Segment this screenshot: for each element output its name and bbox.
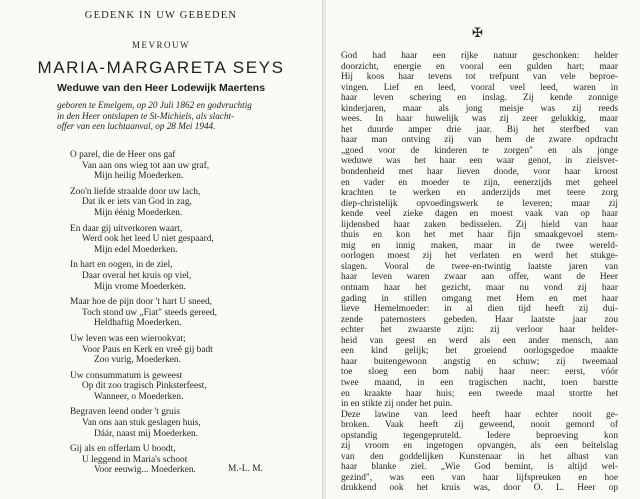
prose-line: kinderjaren, maar als jong meisje was zij reeds — [341, 103, 618, 114]
prose-line: haar leven schering en inslag. Zij kende zonnige — [341, 93, 618, 104]
prose-line: „goed voor de kinderen te zorgen" en als jonge — [341, 145, 618, 156]
poem-line: Uw consummatum is geweest — [70, 370, 183, 381]
poem-line: Maar hoe de pijn door 't hart U sneed, — [70, 297, 213, 308]
prose-line: gading in stillen omgang met Hem en met haar — [341, 293, 618, 304]
widow-of-line: Weduwe van den Heer Lodewijk Maertens — [56, 82, 266, 94]
deceased-name: MARIA-MARGARETA SEYS — [37, 58, 285, 77]
poem-line: Begraven leend onder 't gruis — [70, 407, 180, 418]
prose-line: en vader en moeder te zijn, eenerzijds met geheel — [341, 177, 618, 188]
prose-line: kende veel zieke dagen en moest vaak van op haar — [341, 209, 618, 220]
prose-line: doorzicht, energie en vooral een gulden hart; maar — [341, 61, 618, 72]
poem-line: Mijn edel Moederken. — [94, 244, 178, 255]
prose-line: haar man ontving zij van hem de zware opdracht — [341, 135, 618, 146]
intro-line: in den Heer ontslapen te St-Michiels, als slacht- — [57, 110, 235, 121]
poem-line: Mijn heilig Moederken. — [94, 171, 184, 182]
poem-line: Gij als en offerlam U boodt, — [70, 444, 176, 455]
prose-line: van den goddelijken Kunstenaar in het albast van — [341, 451, 618, 462]
poem-stanza — [70, 334, 300, 366]
prose-line: ontnam haar het gezicht, maar nu vond zij haar — [341, 283, 618, 294]
prose-line: heid van geest en werd als een ander mensch, aan — [341, 335, 618, 346]
salutation: MEVROUW — [132, 40, 190, 50]
prose-line: bondenheid met haar lieven doode, voor haar kroost — [341, 167, 618, 178]
poem-line: Voor eeuwig... Moederken. — [94, 465, 196, 476]
poem-line: Van aan ons wieg tot aan uw graf, — [82, 160, 210, 171]
poem-line: Voor Paus en Kerk en vreê gij badt — [82, 344, 213, 355]
prose-line: een kind gelijk; het groeiend oorlogsgedoe maakte — [341, 346, 618, 357]
prose-line: mig en innig maken, maar in de twee wereld- — [341, 240, 618, 251]
poem-line: Zoo'n liefde straalde door uw lach, — [70, 186, 201, 197]
prose-line: opstandig tegengepruteld. Iedere beproeving kon — [341, 430, 618, 441]
prose-line: zij vroom en ingetogen opvangen, als een beitelslag — [341, 441, 618, 452]
prose-line: haar leven waren zwaar aan offer, want de Heer — [341, 272, 618, 283]
prose-line: weduwe was het haar een waar genot, in zielsver- — [341, 156, 618, 167]
poem-line: O parel, die de Heer ons gaf — [70, 150, 176, 160]
poem-stanza — [70, 407, 300, 439]
prose-line: drukkend ook het kruis was, door O. L. Heer op — [341, 483, 618, 494]
poem-line: Uw leven was een wierookvat; — [70, 333, 186, 344]
biography-text — [341, 51, 618, 494]
poem-line: Dat ik er iets van God in zag, — [82, 197, 192, 208]
intro-line: offer van een luchtaanval, op 28 Mei 1944. — [57, 121, 216, 132]
poem-line: En daar gij uitverkoren waart, — [70, 223, 183, 234]
poem — [70, 150, 300, 481]
poem-line: Heldhaftig Moederken. — [94, 318, 182, 329]
poem-line: Werd ook het leed U niet gespaard, — [82, 234, 214, 245]
poem-stanza — [70, 224, 300, 256]
poem-line: In hart en oogen, in de ziel, — [70, 260, 173, 271]
prose-line: twee maand, in een tragischen nacht, toen barstte — [341, 377, 618, 388]
poem-line: Mijn vrome Moederken. — [94, 281, 186, 292]
poem-line: Op dit zoo tragisch Pinksterfeest, — [82, 381, 207, 392]
prose-line: diep-christelijk opvoedingswerk te leveren; maar zij — [341, 198, 618, 209]
prose-line: lieve Hemelmoeder: in al dien tijd heeft zij dui- — [341, 304, 618, 315]
prose-line: broken. Vaak heeft zij geweend, nooit gemord of — [341, 420, 618, 431]
prose-line: Hij koos haar tevens tot trefpunt van vele beproe- — [341, 72, 618, 83]
poem-stanza — [70, 187, 300, 219]
signature-initials: M.-L. M. — [228, 464, 263, 474]
poem-stanza — [70, 150, 300, 182]
poem-line: Toch stond uw „Fiat" steeds gereed, — [82, 307, 217, 318]
birth-death-text — [57, 100, 295, 132]
poem-line: Zoo vurig, Moederken. — [94, 355, 181, 366]
prose-line: vingen. Lief en leed, vooral veel leed, waren in — [341, 82, 618, 93]
prose-line: in en stikte zij onder het puin. — [341, 399, 453, 410]
prose-line: gezind", was een van haar lijfspreuken en hoe — [341, 472, 618, 483]
cross-icon: ✠ — [472, 26, 483, 41]
prose-line: zende paternosters gebeden. Haar laatste jaar zou — [341, 314, 618, 325]
poem-line: Daar overal het kruis op viel, — [82, 270, 192, 281]
poem-line: Mijn éénig Moederken. — [94, 207, 183, 218]
prose-line: God had haar een rijke natuur geschonken: helder — [341, 51, 618, 61]
prose-line: en kraakte haar huis; een tweede maal stortte het — [341, 388, 618, 399]
memorial-heading: GEDENK IN UW GEBEDEN — [84, 10, 238, 21]
intro-line: geboren te Emelgem, op 20 Juli 1862 en godvruchtig — [57, 100, 252, 110]
prose-line: haar blanke ziel. „Wie God bemint, is altijd wel- — [341, 462, 618, 473]
prose-line: oorlogen moest zij het verlaten en werd het stukge- — [341, 251, 618, 262]
prose-line: haar buitengewoon angstig en schuw; zij tweemaal — [341, 356, 618, 367]
prose-line: wees. In haar huwelijk was zij zeer gelukkig, maar — [341, 114, 618, 125]
poem-stanza — [70, 297, 300, 329]
prose-line: echter het zwaarste zijn: zij verloor haar helder- — [341, 325, 618, 336]
prose-line: thuis en kon het met haar fijn smaakgevoel stem- — [341, 230, 618, 241]
poem-stanza — [70, 444, 300, 476]
prose-line: Deze lawine van leed heeft haar echter nooit ge- — [341, 409, 618, 420]
poem-line: Wanneer, o Moederken. — [94, 391, 184, 402]
poem-line: U leggend in Maria's schoot — [82, 454, 188, 465]
prose-line: slagen. Vooral de twee-en-twintig laatste jaren van — [341, 261, 618, 272]
prose-line: krachten te werken en anderzijds met teere zorg — [341, 188, 618, 199]
poem-line: Van ons aan stuk geslagen huis, — [82, 418, 201, 429]
prose-line: lijdensbed haar zaken bedisselen. Zij hield van haar — [341, 219, 618, 230]
poem-stanza — [70, 260, 300, 292]
prose-line: het duurde amper drie jaar. Bij het sterfbed van — [341, 124, 618, 135]
poem-line: Dáár, naast mij Moederken. — [94, 428, 199, 439]
prose-line: toe sloeg een bom nabij haar neer: eerst, vóór — [341, 367, 618, 378]
poem-stanza — [70, 371, 300, 403]
